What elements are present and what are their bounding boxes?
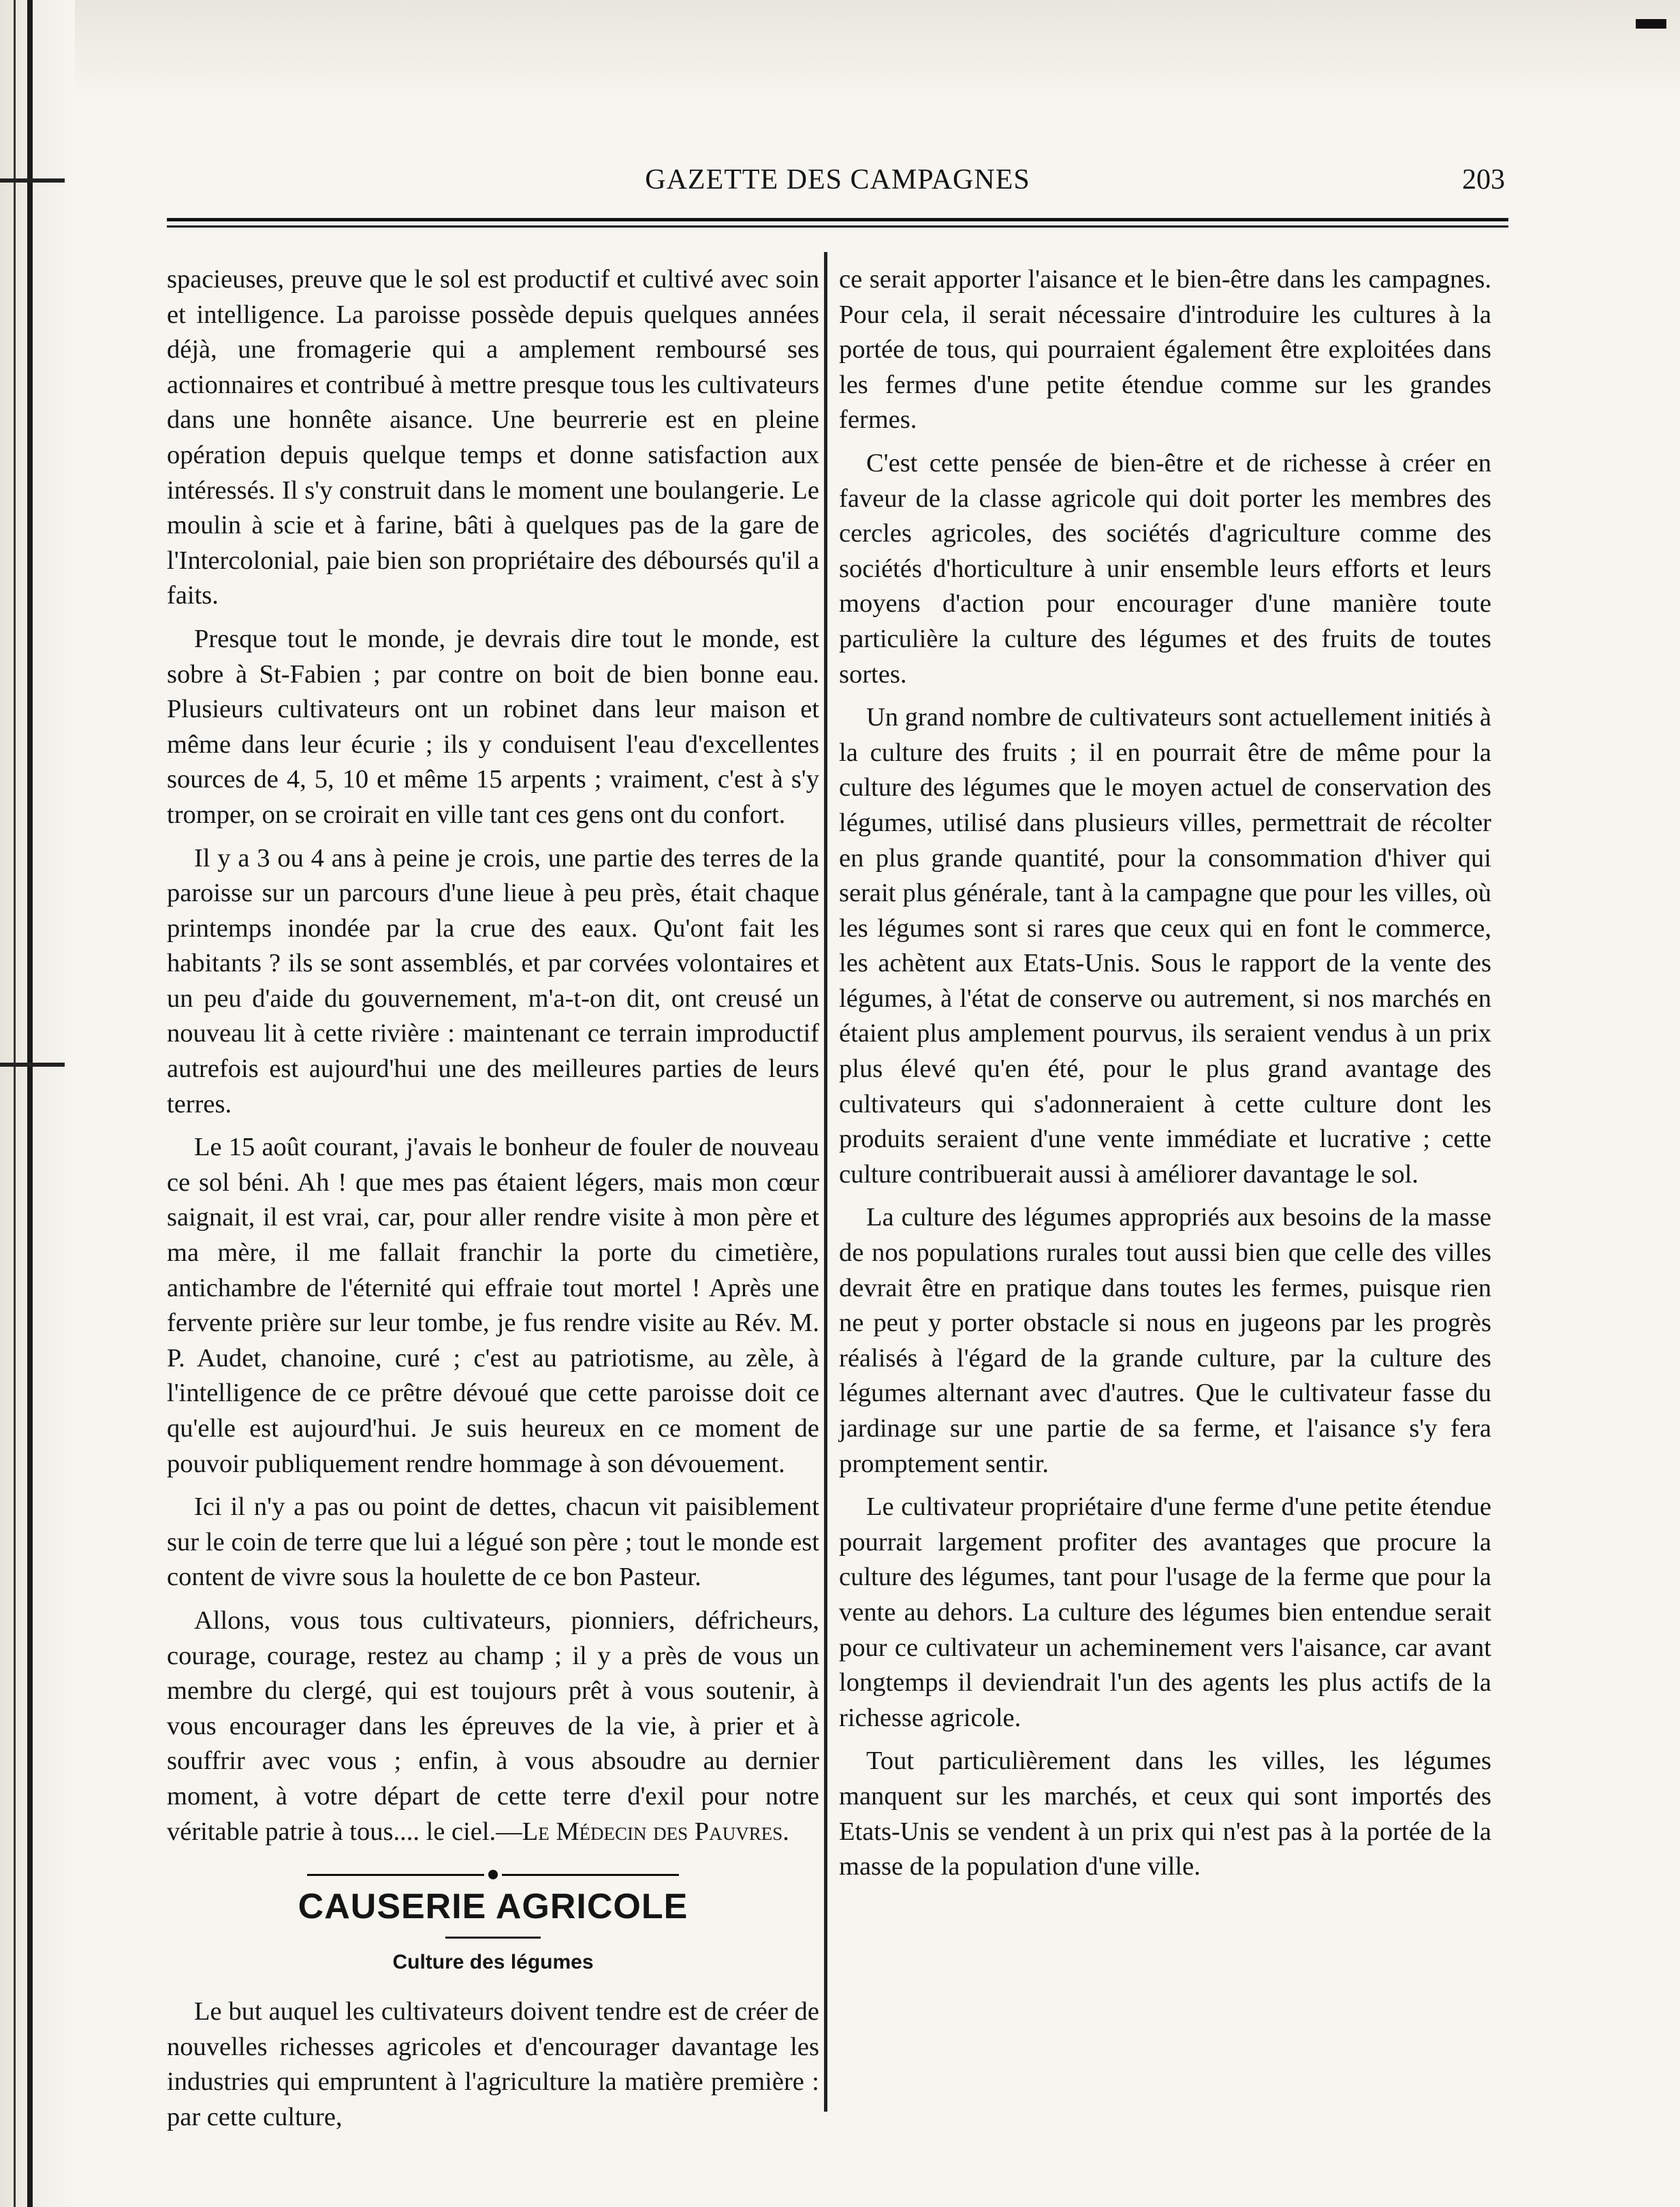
article-paragraph: ce serait apporter l'aisance et le bien-être dans les campagnes. Pour cela, il serait nécessaire d'introduire les cultures à la portée de tous, qui pourraient également être exploitées dans les fermes d'une petite étendue comme sur les grandes fermes. <box>839 265 1491 435</box>
title-rule <box>445 1937 541 1939</box>
page-number: 203 <box>1462 164 1505 195</box>
margin-mark <box>0 1063 65 1067</box>
binding-edge <box>27 0 33 2207</box>
ornament-dot <box>488 1870 498 1879</box>
article-paragraph: Il y a 3 ou 4 ans à peine je crois, une partie des terres de la paroisse sur un parcours d'une lieue à peu près, était chaque printemps inondée par la crue des eaux. Qu'ont fait les habitants ? ils se sont assemblés, et par corvées volontaires et un peu d'aide du gouvernement, m'a-t-on dit, ont creusé un nouveau lit à cette rivière : maintenant ce terrain improductif autrefois est aujourd'hui une des meilleures parties de leurs terres. <box>167 843 819 1118</box>
article-paragraph: Tout particulièrement dans les villes, les légumes manquent sur les marchés, et ceux qui sont importés des Etats-Unis se vendent à un prix qui n'est pas à la portée de la masse de la population d'une ville. <box>839 1747 1491 1881</box>
section-paragraph: Le but auquel les cultivateurs doivent tendre est de créer de nouvelles richesses agricoles et d'encourager davantage les industries qui empruntent à l'agriculture la matière première : par cette culture, <box>167 1997 819 2131</box>
column-divider <box>824 252 827 2112</box>
top-scan-noise <box>75 0 1680 102</box>
article-paragraph: C'est cette pensée de bien-être et de richesse à créer en faveur de la classe agricole qui doit porter les membres des cercles agricoles, des sociétés d'agriculture comme des sociétés d'horticulture à unir ensemble leurs efforts et leurs moyens d'action pour encourager d'une manière toute particulière la culture des légumes et des fruits de toutes sortes. <box>839 448 1491 689</box>
article-paragraph: spacieuses, preuve que le sol est productif et cultivé avec soin et intelligence. La paroisse possède depuis quelques années déjà, une fromagerie qui a amplement remboursé ses actionnaires et contribué à mettre presque tous les cultivateurs dans une honnête aisance. Une beurrerie est en pleine opération depuis quelque temps et donne satisfaction aux intéressés. Il s'y construit dans le moment une boulangerie. Le moulin à scie et à farine, bâti à quelques pas de la gare de l'Intercolonial, paie bien son propriétaire des déboursés qu'il a faits. <box>167 265 819 610</box>
article-paragraph-final <box>167 1603 819 1849</box>
article-paragraph: Le 15 août courant, j'avais le bonheur de fouler de nouveau ce sol béni. Ah ! que mes pas étaient légers, mais mon cœur saignait, il est vrai, car, pour aller rendre visite à mon père et ma mère, il me fallait franchir la porte du cimetière, antichambre de l'éternité qui effraie tout mortel ! Après une fervente prière sur leur tombe, je fus rendre visite au Rév. M. P. Audet, chanoine, curé ; c'est au patriotisme, au zèle, à l'intelligence de ce prêtre dévoué que cette paroisse doit ce qu'elle est aujourd'hui. Je suis heureux en ce moment de pouvoir publiquement rendre hommage à son dévouement. <box>167 1133 819 1478</box>
author-signature: Le Médecin des Pauvres. <box>522 1817 789 1846</box>
section-subtitle: Culture des légumes <box>392 1951 594 1974</box>
header-rule <box>167 218 1508 228</box>
article-paragraph: Ici il n'y a pas ou point de dettes, chacun vit paisiblement sur le coin de terre que lui a légué son père ; tout le monde est content de vivre sous la houlette de ce bon Pasteur. <box>167 1492 819 1592</box>
right-column <box>839 262 1491 1893</box>
article-paragraph: Le cultivateur propriétaire d'une ferme d'une petite étendue pourrait largement profiter des avantages que procure la culture des légumes, tant pour l'usage de la ferme que pour la vente au dehors. La culture des légumes bien entendue serait pour ce cultivateur un acheminement vers l'aisance, car avant longtemps il deviendrait l'un des agents les plus actifs de la richesse agricole. <box>839 1492 1491 1732</box>
article-paragraph: La culture des légumes appropriés aux besoins de la masse de nos populations rurales tout aussi bien que celle des villes devrait être en pratique dans toutes les fermes, puisque rien ne peut y porter obstacle si nous en jugeons par les progrès réalisés à l'égard de la grande culture, par la culture des légumes alternant avec d'autres. Que le cultivateur fasse du jardinage sur une partie de sa ferme, et l'aisance s'y fera promptement sentir. <box>839 1203 1491 1478</box>
article-paragraph-text: Allons, vous tous cultivateurs, pionniers, défricheurs, courage, courage, restez au champ ; il y a près de vous un membre du clergé, qui est toujours prêt à vous soutenir, à vous encourager dans les épreuves de la vie, à prier et à souffrir avec vous ; enfin, à vous absoudre au dernier moment, à votre départ de cette terre d'exil pour notre véritable patrie à tous.... le ciel.— <box>167 1606 819 1846</box>
corner-scan-mark <box>1636 19 1666 29</box>
ornament-bar <box>307 1874 484 1876</box>
newspaper-title: GAZETTE DES CAMPAGNES <box>645 164 1030 195</box>
article-paragraph: Un grand nombre de cultivateurs sont actuellement initiés à la culture des fruits ; il en pourrait être de même pour la culture des légumes que le moyen actuel de conservation des légumes, utilisé dans plusieurs villes, permettrait de récolter en plus grande quantité, pour la consommation d'hiver qui serait plus générale, tant à la campagne que pour les villes, où les légumes sont si rares que ceux qui en font le commerce, les achètent aux Etats-Unis. Sous le rapport de la vente des légumes, à l'état de conserve ou autrement, si nos marchés en étaient plus amplement pourvus, ils seraient vendus à un prix plus élevé qu'en été, pour le plus grand avantage des cultivateurs qui s'adonneraient à cette culture dont les produits seraient d'une vente immédiate et lucrative ; cette culture contribuerait aussi à améliorer davantage le sol. <box>839 703 1491 1189</box>
binding-edge-thin <box>14 0 16 2207</box>
article-paragraph: Presque tout le monde, je devrais dire tout le monde, est sobre à St-Fabien ; par contre on boit de bien bonne eau. Plusieurs cultivateurs ont un robinet dans leur maison et même dans leur écurie ; ils y conduisent l'eau d'excellentes sources de 4, 5, 10 et même 15 arpents ; vraiment, c'est à s'y tromper, on se croirait en ville tant ces gens ont du confort. <box>167 624 819 829</box>
left-margin-scan <box>0 0 75 2207</box>
section-title: CAUSERIE AGRICOLE <box>298 1887 688 1927</box>
ornament-bar <box>502 1874 679 1876</box>
page-header <box>170 163 1505 204</box>
left-column <box>167 262 819 2144</box>
section-ornament <box>167 1870 819 1879</box>
margin-mark <box>0 178 65 183</box>
